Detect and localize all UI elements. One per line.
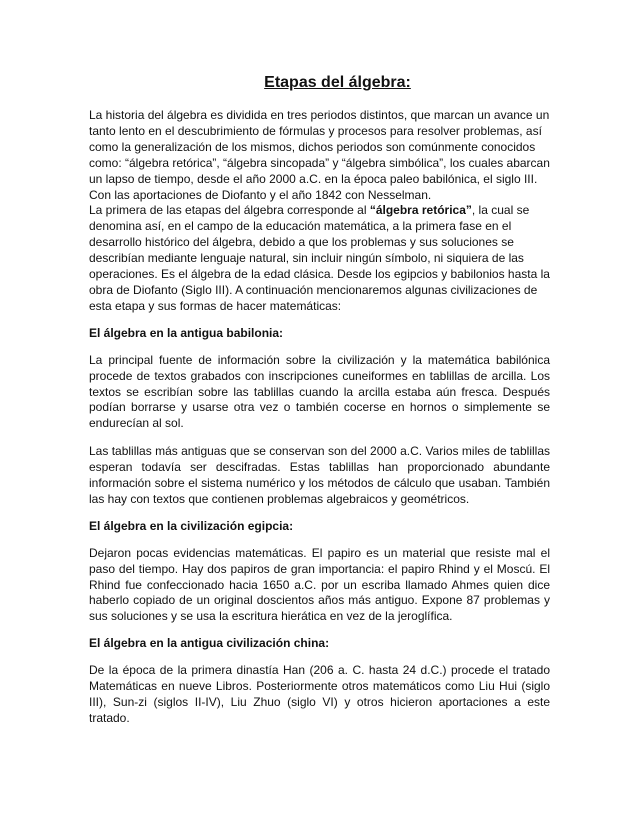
intro-paragraph-1: La historia del álgebra es dividida en tres periodos distintos, que marcan un avance un tanto lento en el descubrimiento de fórmulas y procesos para resolver problemas, así como la generalización de los mismos, dichos periodos son comúnmente conocidos como: “álgebra retórica”, “álgebra sincopada” y “álgebra simbólica”, los cuales abarcan un lapso de tiempo, desde el año 2000 a.C. en la época paleo babilónica, el siglo III. Con las aportaciones de Diofanto y el año 1842 con Nesselman. <box>89 108 550 202</box>
china-paragraph-1: De la época de la primera dinastía Han (206 a. C. hasta 24 d.C.) procede el tratado Matemáticas en nueve Libros. Posteriormente otros matemáticos como Liu Hui (siglo III), Sun-zi (siglos II-IV), Liu Zhuo (siglo VI) y otros hicieron aportaciones a este tratado. <box>89 663 550 725</box>
section-heading-egipcia: El álgebra en la civilización egipcia: <box>89 518 294 533</box>
intro-paragraph-2-text-start: La primera de las etapas del álgebra corresponde al <box>89 203 370 218</box>
babilonia-paragraph-2: Las tablillas más antiguas que se conservan son del 2000 a.C. Varios miles de tablillas esperan todavía ser descifradas. Estas tablillas han proporcionado abundante información sobre el sistema numérico y los métodos de cálculo que usaban. También las hay con textos que contienen problemas algebraicos y geométricos. <box>89 444 550 506</box>
babilonia-paragraph-1: La principal fuente de información sobre la civilización y la matemática babilónica procede de textos grabados con inscripciones cuneiformes en tablillas de arcilla. Los textos se escribían sobre las tablillas cuando la arcilla estaba aún fresca. Después podían borrarse y usarse otra vez o también cocerse en hornos o simplemente se endurecían al sol. <box>89 352 550 431</box>
section-heading-china: El álgebra en la antigua civilización china: <box>89 636 330 651</box>
section-heading-babilonia: El álgebra en la antigua babilonia: <box>89 325 284 340</box>
egipcia-paragraph-1: Dejaron pocas evidencias matemáticas. El papiro es un material que resiste mal el paso del tiempo. Hay dos papiros de gran importancia: el papiro Rhind y el Moscú. El Rhind fue confeccionado hacia 1650 a.C. por un escriba llamado Ahmes quien dice haberlo copiado de un original doscientos años más antiguo. Expone 87 problemas y sus soluciones y se usa la escritura hierática en vez de la jeroglífica. <box>89 545 550 624</box>
intro-paragraph-2-text-end: , la cual se denomina así, en el campo de la educación matemática, a la primera fase en el desarrollo histórico del álgebra, debido a que los problemas y sus soluciones se describían mediante lenguaje natural, sin incluir ningún símbolo, ni siquiera de las operaciones. Es el álgebra de la edad clásica. Desde los egipcios y babilonios hasta la obra de Diofanto (Siglo III). A continuación mencionaremos algunas civilizaciones de esta etapa y sus formas de hacer matemáticas: <box>89 203 550 313</box>
intro-paragraph-2 <box>89 203 550 314</box>
document-page <box>89 73 550 727</box>
algebra-retorica-emphasis: “álgebra retórica” <box>369 203 472 218</box>
document-title: Etapas del álgebra: <box>264 74 411 91</box>
